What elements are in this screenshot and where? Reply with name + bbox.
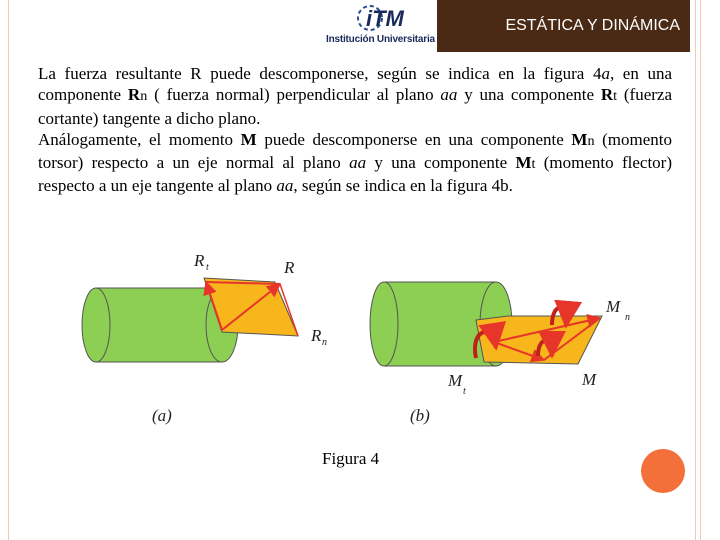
label-rt-sub: t bbox=[206, 262, 209, 273]
header-title: ESTÁTICA Y DINÁMICA bbox=[505, 17, 680, 34]
label-mn-sub: n bbox=[625, 312, 630, 323]
itm-logo bbox=[322, 0, 436, 52]
body-text bbox=[38, 63, 672, 197]
figure-b-label: (b) bbox=[410, 406, 430, 425]
label-rt: R bbox=[194, 251, 205, 270]
decorative-circle bbox=[641, 449, 685, 493]
itm-logo-mark bbox=[340, 4, 420, 32]
figure-4-diagram bbox=[0, 240, 720, 440]
figure-caption: Figura 4 bbox=[322, 449, 380, 468]
label-r: R bbox=[284, 258, 295, 277]
label-mn: M bbox=[606, 297, 621, 316]
label-rn-sub: n bbox=[322, 337, 327, 348]
paragraph-2: Análogamente, el momento M puede descomponerse en una componente Mn (momento torsor) respecto a un eje normal al plano aa y una componente Mt (momento flector) respecto a un eje tangente al plano aa, según se indica en la figura 4b. bbox=[38, 129, 672, 196]
svg-text:iTM: iTM bbox=[366, 6, 404, 31]
label-m: M bbox=[582, 370, 597, 389]
header-banner bbox=[437, 0, 690, 52]
figure-a-label: (a) bbox=[152, 406, 172, 425]
label-mt-sub: t bbox=[463, 386, 466, 397]
paragraph-1: La fuerza resultante R puede descomponerse, según se indica en la figura 4a, en una componente Rn ( fuerza normal) perpendicular al plano aa y una componente Rt (fuerza cortante) tangente a dicho plano. bbox=[38, 64, 672, 128]
logo-text: Institución Universitaria bbox=[326, 34, 435, 45]
label-mt: M bbox=[448, 371, 463, 390]
label-rn: R bbox=[311, 326, 322, 345]
